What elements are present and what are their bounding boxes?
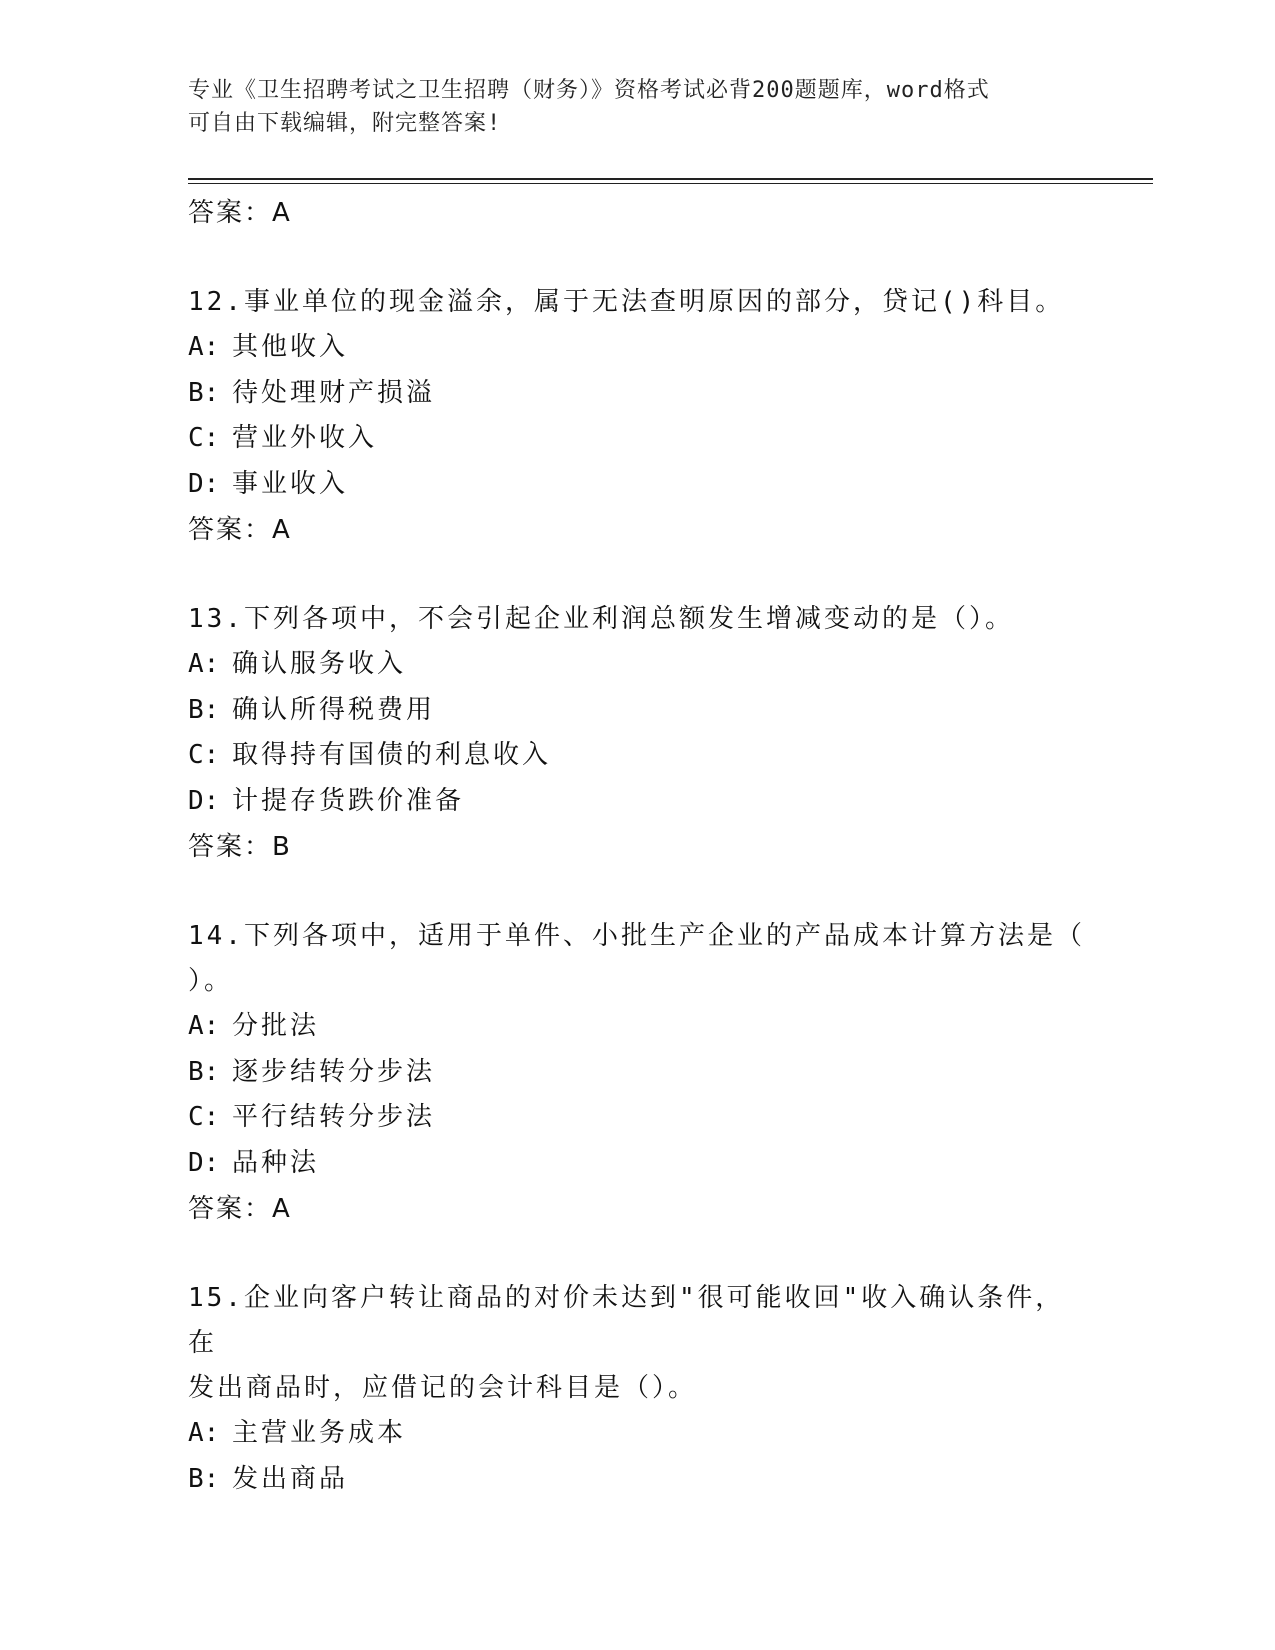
header-divider-thin	[188, 183, 1153, 184]
option-text: 确认所得税费用	[232, 694, 436, 725]
option-letter: A:	[188, 1418, 220, 1448]
header-divider-thick	[188, 178, 1153, 180]
question-block-13	[188, 597, 1088, 870]
question-list	[188, 190, 1088, 1502]
question-block-12	[188, 280, 1088, 553]
option-b	[188, 371, 1088, 417]
option-letter: B:	[188, 1463, 220, 1494]
question-text	[188, 1276, 1088, 1411]
option-letter: D:	[188, 785, 220, 816]
option-d	[188, 779, 1088, 825]
option-a	[188, 325, 1088, 371]
question-block-15	[188, 1276, 1088, 1502]
option-letter: A:	[188, 649, 220, 679]
option-text: 逐步结转分步法	[232, 1056, 436, 1087]
option-letter: C:	[188, 740, 220, 770]
answer-line: 答案：A	[188, 515, 292, 545]
option-d	[188, 1141, 1088, 1187]
option-letter: B:	[188, 694, 220, 725]
option-a	[188, 642, 1088, 688]
option-text: 平行结转分步法	[232, 1102, 436, 1132]
answer-line: 答案：A	[188, 1194, 292, 1224]
option-a	[188, 1004, 1088, 1050]
question-block-14	[188, 914, 1088, 1232]
option-text: 分批法	[232, 1011, 320, 1041]
question-text: 12.事业单位的现金溢余，属于无法查明原因的部分，贷记()科目。	[188, 287, 1065, 317]
spacer	[188, 553, 1088, 597]
option-b	[188, 1050, 1088, 1096]
option-text: 营业外收入	[232, 423, 378, 453]
option-letter: A:	[188, 1011, 220, 1041]
option-letter: C:	[188, 423, 220, 453]
option-letter: A:	[188, 332, 220, 362]
document-header	[188, 74, 1068, 140]
option-letter: B:	[188, 377, 220, 408]
option-text: 主营业务成本	[232, 1418, 407, 1448]
spacer	[188, 1232, 1088, 1276]
option-text: 发出商品	[232, 1463, 349, 1494]
spacer	[188, 870, 1088, 914]
question-text-line-2: ）。	[188, 966, 234, 996]
option-letter: B:	[188, 1056, 220, 1087]
option-c	[188, 1095, 1088, 1141]
question-text-line-2: 发出商品时，应借记的会计科目是（）。	[188, 1373, 698, 1403]
option-text: 确认服务收入	[232, 649, 407, 679]
option-text: 待处理财产损溢	[232, 377, 436, 408]
question-text	[188, 914, 1088, 1004]
header-line-2: 可自由下载编辑，附完整答案!	[188, 111, 502, 136]
option-letter: C:	[188, 1102, 220, 1132]
question-text: 13.下列各项中，不会引起企业利润总额发生增减变动的是（）。	[188, 604, 1014, 634]
option-letter: D:	[188, 468, 220, 499]
header-line-1: 专业《卫生招聘考试之卫生招聘（财务）》资格考试必背200题题库，word格式	[188, 78, 990, 103]
option-text: 计提存货跌价准备	[232, 785, 465, 816]
option-c	[188, 733, 1088, 779]
answer-line: 答案：B	[188, 832, 292, 862]
option-c	[188, 416, 1088, 462]
question-text-line-1: 15.企业向客户转让商品的对价未达到"很可能收回"收入确认条件，在	[188, 1283, 1065, 1358]
option-text: 其他收入	[232, 332, 349, 362]
option-text: 品种法	[232, 1147, 320, 1178]
option-b	[188, 688, 1088, 734]
answer-line: 答案：A	[188, 198, 292, 228]
option-letter: D:	[188, 1147, 220, 1178]
option-b	[188, 1457, 1088, 1503]
option-text: 事业收入	[232, 468, 349, 499]
question-text-line-1: 14.下列各项中，适用于单件、小批生产企业的产品成本计算方法是（	[188, 921, 1085, 951]
option-text: 取得持有国债的利息收入	[232, 740, 552, 770]
option-a	[188, 1411, 1088, 1457]
spacer	[188, 236, 1088, 280]
option-d	[188, 462, 1088, 508]
